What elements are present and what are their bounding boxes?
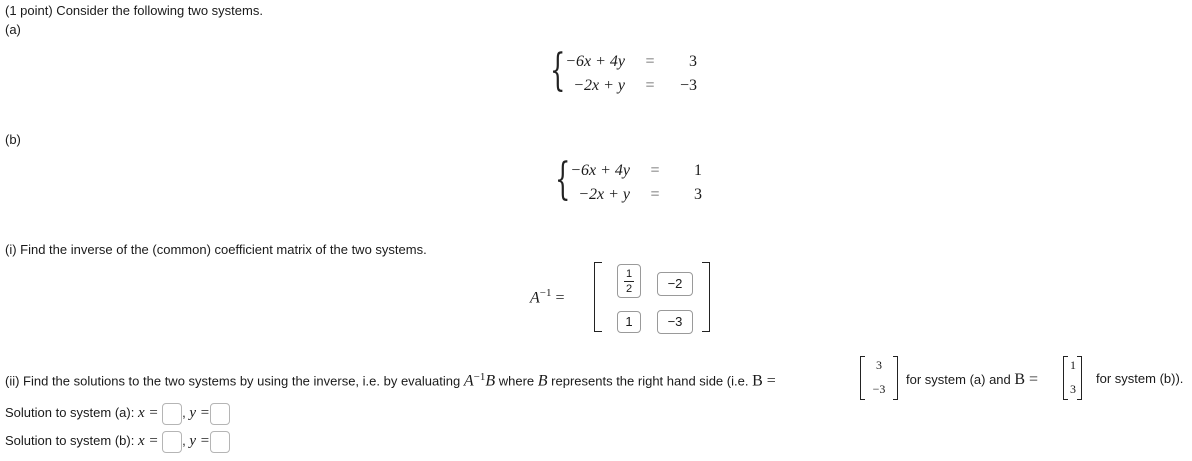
eq-sign: = <box>650 162 660 179</box>
system-a-eq2 <box>550 77 710 97</box>
eq-rhs: 3 <box>689 53 697 70</box>
system-a <box>550 45 710 99</box>
eq-sign: = <box>645 53 655 70</box>
part-ii-prompt-end: for system (b)). <box>1096 371 1184 386</box>
vector-a-entry-2: −3 <box>872 382 886 396</box>
vector-b-entry-1: 1 <box>1070 358 1076 372</box>
matrix-entry-r1c2[interactable]: −2 <box>657 272 693 296</box>
matrix-right-bracket <box>702 262 710 332</box>
eq-lhs: −6x + 4y <box>565 53 625 70</box>
vector-a-entry-1: 3 <box>876 358 882 372</box>
eq-rhs: −3 <box>679 77 697 94</box>
solution-b-y-input[interactable] <box>210 431 230 453</box>
part-a-label: (a) <box>5 22 21 37</box>
matrix-left-bracket <box>594 262 602 332</box>
eq-rhs: 1 <box>694 162 702 179</box>
solution-b-row: Solution to system (b): x = , y = <box>5 429 230 453</box>
eq-lhs: −2x + y <box>578 186 630 203</box>
system-b-eq1 <box>555 162 715 182</box>
vector-b-entry-2: 3 <box>1070 382 1076 396</box>
part-ii-prompt: (ii) Find the solutions to the two systems by using the inverse, i.e. by evaluating $A^{-1}B$ where B represents the right hand side (i.e. B = <box>5 371 776 390</box>
solution-a-row: Solution to system (a): x = , y = <box>5 401 230 425</box>
eq-sign: = <box>645 77 655 94</box>
eq-lhs: −2x + y <box>573 77 625 94</box>
solution-a-y-input[interactable] <box>210 403 230 425</box>
vector-a-right-bracket <box>893 356 898 400</box>
eq-lhs: −6x + 4y <box>570 162 630 179</box>
system-a-eq1 <box>550 53 710 73</box>
left-brace-icon: { <box>555 154 571 205</box>
part-b-label: (b) <box>5 132 21 147</box>
solution-a-x-input[interactable] <box>162 403 182 425</box>
system-b <box>555 154 715 208</box>
problem-header: (1 point) Consider the following two systems. <box>5 3 263 18</box>
vector-a-left-bracket <box>860 356 865 400</box>
part-ii-prompt-cont: for system (a) and B = <box>906 371 1039 388</box>
solution-b-x-input[interactable] <box>162 431 182 453</box>
eq-rhs: 3 <box>694 186 702 203</box>
matrix-entry-r1c1[interactable]: 1 2 <box>617 264 641 298</box>
matrix-entry-r2c2[interactable]: −3 <box>657 310 693 334</box>
eq-sign: = <box>650 186 660 203</box>
part-i-prompt: (i) Find the inverse of the (common) coefficient matrix of the two systems. <box>5 242 427 257</box>
left-brace-icon: { <box>550 45 566 96</box>
matrix-entry-r2c1[interactable]: 1 <box>617 311 641 333</box>
matrix-label: $A^{-1}$ = <box>530 287 565 307</box>
system-b-eq2 <box>555 186 715 206</box>
